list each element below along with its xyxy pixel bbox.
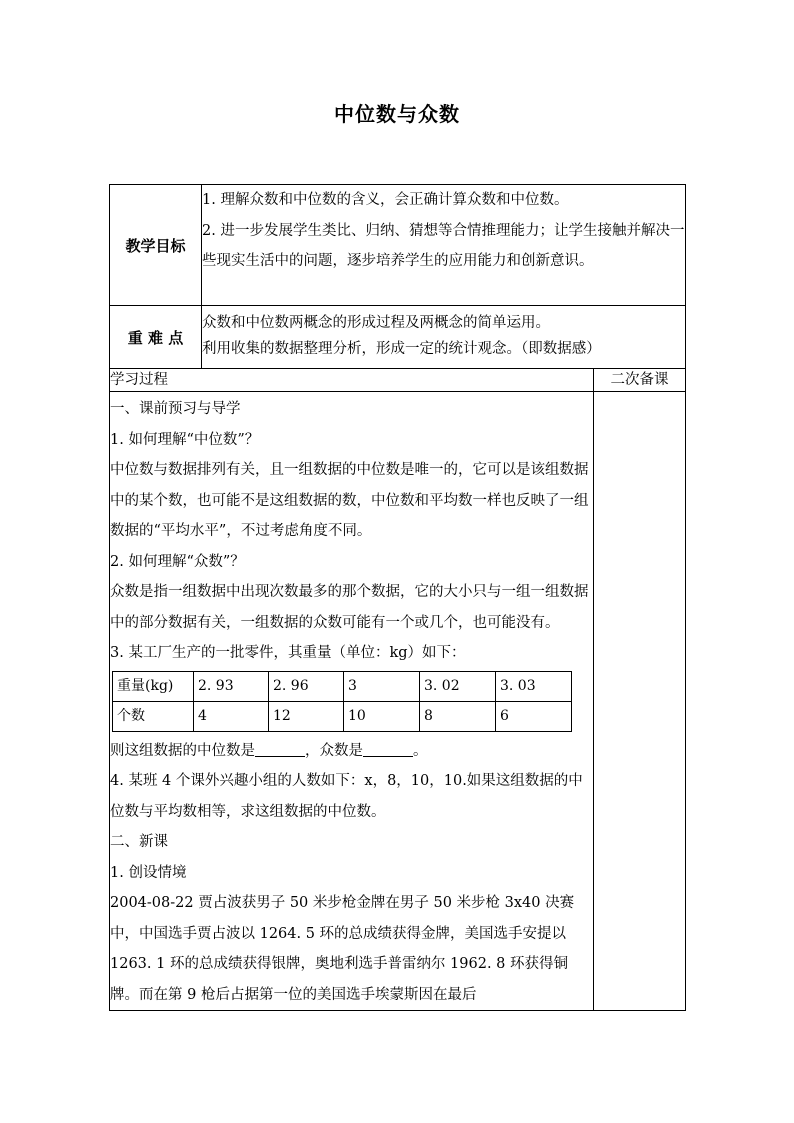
paragraph: 众数是指一组数据中出现次数最多的那个数据，它的大小只与一组一组数据中的部分数据有关，一组数据的众数可能有一个或几个，也可能没有。 bbox=[110, 584, 589, 631]
fill-text: ，众数是 bbox=[305, 742, 363, 759]
second-prep-header: 二次备课 bbox=[594, 369, 686, 392]
goals-row bbox=[110, 185, 686, 306]
weight-table bbox=[112, 671, 572, 732]
mode-blank[interactable] bbox=[363, 740, 413, 757]
question-heading: 2. 如何理解“众数”？ bbox=[110, 553, 245, 570]
section-heading: 二、新课 bbox=[110, 834, 168, 850]
section-heading: 一、课前预习与导学 bbox=[110, 401, 241, 417]
table-cell: 重量(kg) bbox=[113, 671, 194, 701]
table-cell: 个数 bbox=[113, 701, 194, 731]
goals-label: 教学目标 bbox=[110, 185, 202, 306]
table-cell: 10 bbox=[344, 701, 420, 731]
goal-item: 1. 理解众数和中位数的含义，会正确计算众数和中位数。 bbox=[202, 192, 569, 208]
goals-content bbox=[202, 185, 686, 306]
table-row bbox=[113, 671, 572, 701]
key-points-content bbox=[202, 306, 686, 369]
table-cell: 4 bbox=[194, 701, 269, 731]
sub-heading: 1. 创设情境 bbox=[110, 864, 187, 881]
key-points-row bbox=[110, 306, 686, 369]
median-blank[interactable] bbox=[255, 740, 305, 757]
fill-text: 则这组数据的中位数是 bbox=[110, 742, 255, 759]
question-heading: 4. 某班 4 个课外兴趣小组的人数如下：x，8，10，10.如果这组数据的中位数与平均数相等，求这组数据的中位数。 bbox=[110, 773, 583, 820]
goal-item: 2. 进一步发展学生类比、归纳、猜想等合情推理能力；让学生接触并解决一些现实生活中的问题，逐步培养学生的应用能力和创新意识。 bbox=[202, 222, 685, 269]
fill-text: 。 bbox=[413, 742, 428, 759]
key-point-item: 众数和中位数两概念的形成过程及两概念的简单运用。 bbox=[202, 315, 550, 331]
question-heading: 3. 某工厂生产的一批零件，其重量（单位：kg）如下： bbox=[110, 645, 466, 661]
page-title: 中位数与众数 bbox=[334, 102, 460, 126]
table-cell: 3 bbox=[344, 671, 420, 701]
table-cell: 6 bbox=[496, 701, 572, 731]
table-cell: 2. 96 bbox=[269, 671, 344, 701]
table-cell: 8 bbox=[420, 701, 496, 731]
question-heading: 1. 如何理解“中位数”？ bbox=[110, 431, 260, 448]
paragraph: 中位数与数据排列有关，且一组数据的中位数是唯一的，它可以是该组数据中的某个数，也可能不是这组数据的数，中位数和平均数一样也反映了一组数据的“平均水平”，不过考虑角度不同。 bbox=[110, 462, 589, 539]
key-points-label: 重 难 点 bbox=[110, 306, 202, 369]
table-cell: 12 bbox=[269, 701, 344, 731]
process-header-row bbox=[110, 369, 686, 392]
process-header: 学习过程 bbox=[110, 369, 594, 392]
table-row bbox=[113, 701, 572, 731]
table-cell: 3. 02 bbox=[420, 671, 496, 701]
fill-in-question bbox=[110, 736, 593, 767]
table-cell: 2. 93 bbox=[194, 671, 269, 701]
second-prep-cell bbox=[594, 392, 686, 1011]
key-point-item: 利用收集的数据整理分析，形成一定的统计观念。（即数据感） bbox=[202, 341, 601, 357]
process-body-row bbox=[110, 392, 686, 1011]
process-body bbox=[110, 392, 594, 1011]
table-cell: 3. 03 bbox=[496, 671, 572, 701]
lesson-plan-table bbox=[109, 184, 686, 1011]
paragraph: 2004-08-22 贾占波获男子 50 米步枪金牌在男子 50 米步枪 3x40 决赛中，中国选手贾占波以 1264. 5 环的总成绩获得金牌，美国选手安提以 1263. 1 环的总成绩获得银牌，奥地利选手普雷纳尔 1962. 8 环获得铜牌。而在第 9 枪后占据第一位的美国选手埃蒙斯因在最后 bbox=[110, 895, 575, 1003]
